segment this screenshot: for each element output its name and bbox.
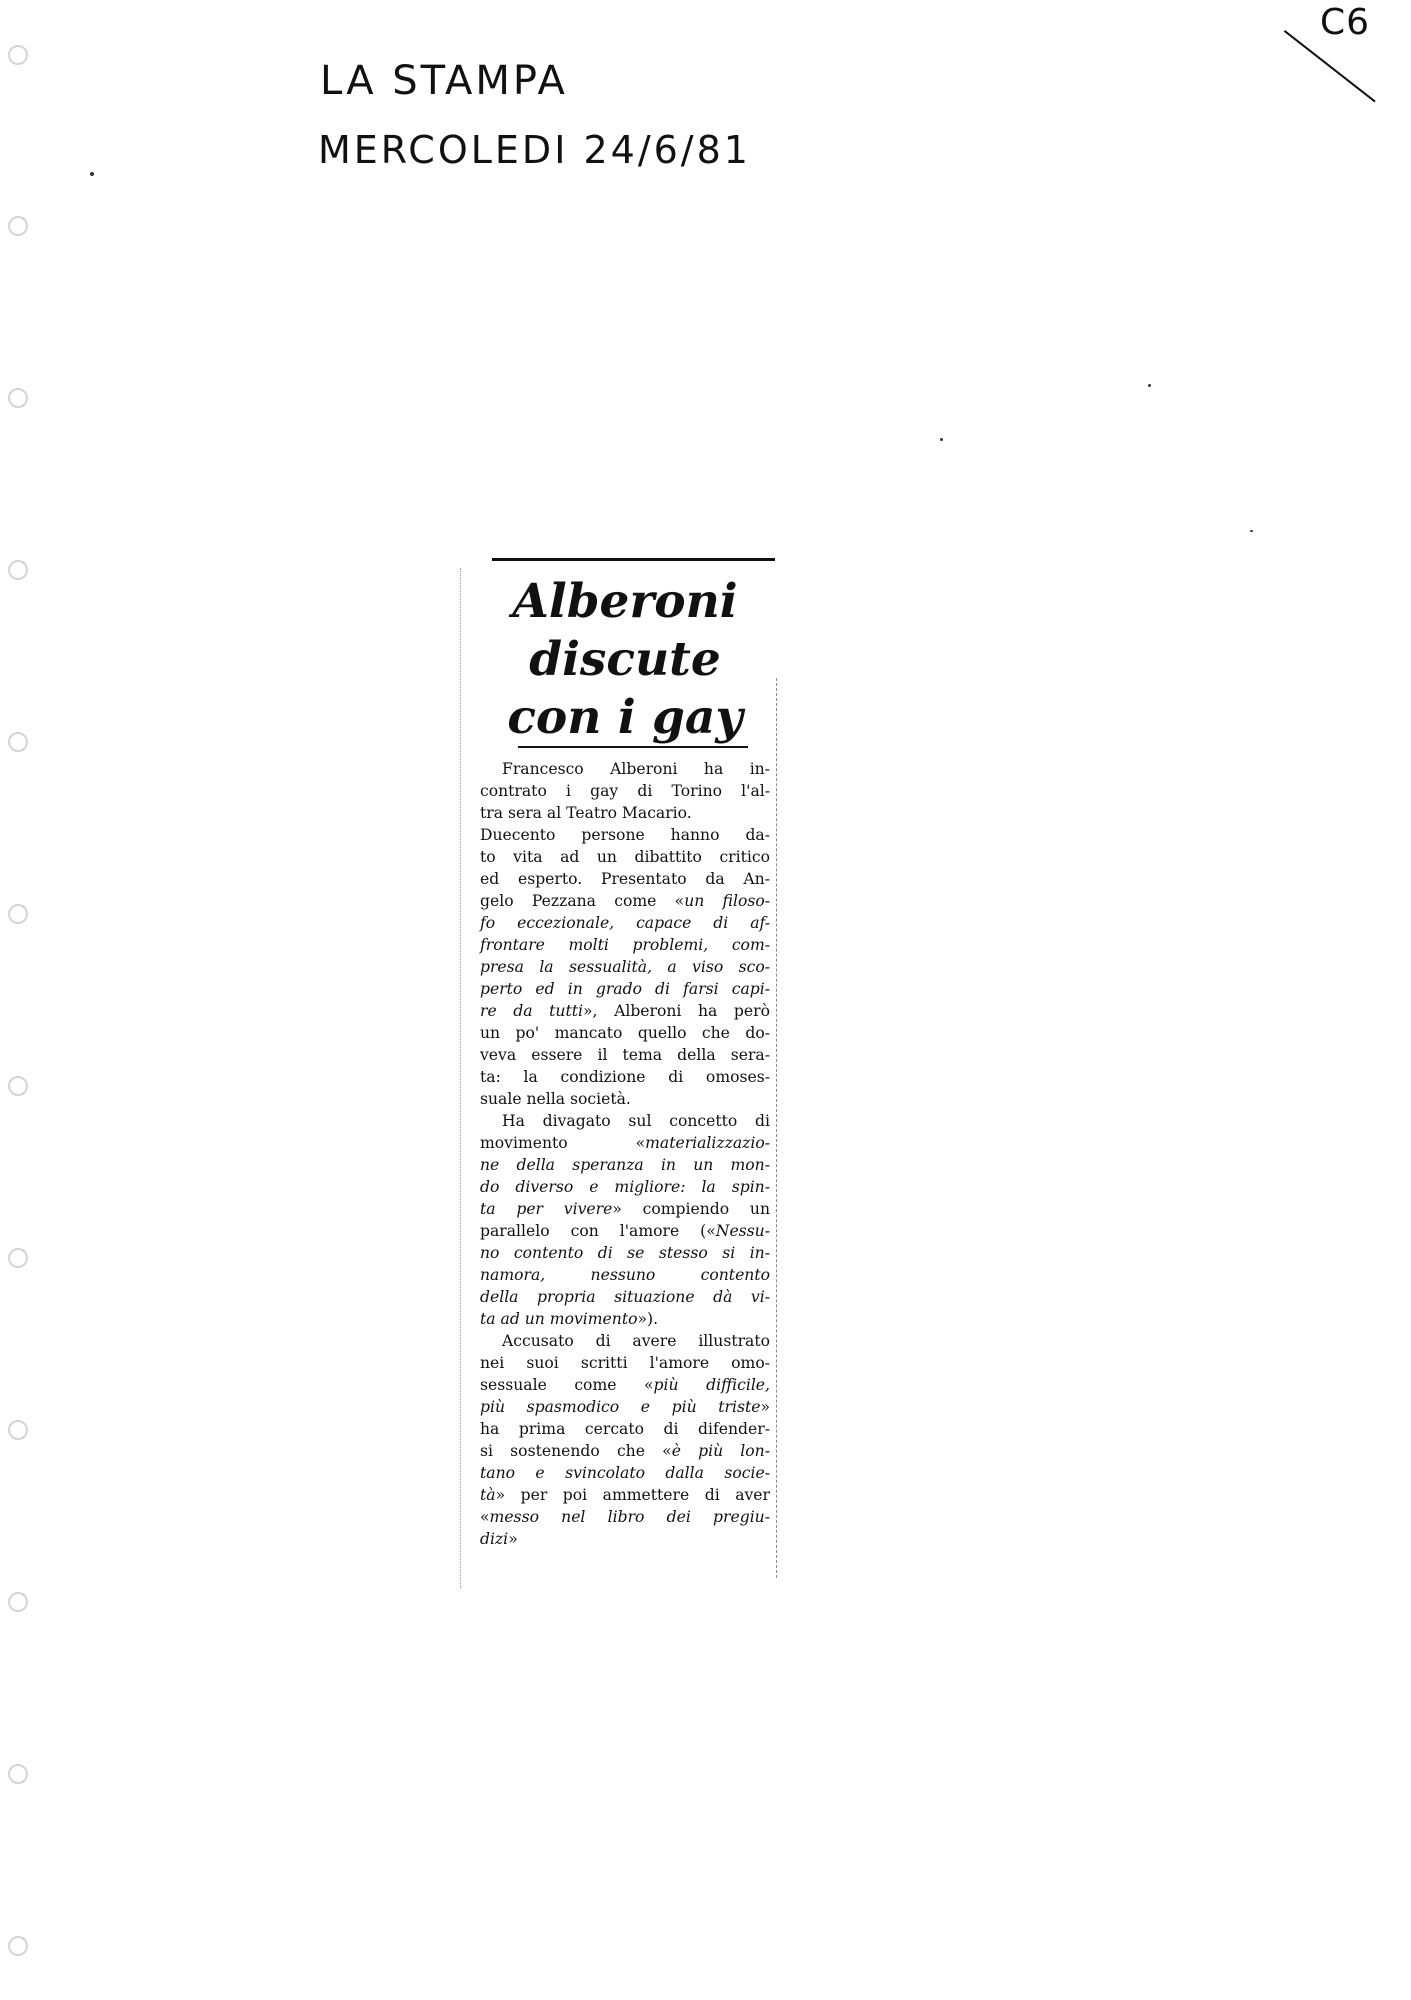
punch-hole (8, 1248, 28, 1268)
article-line (480, 1418, 770, 1440)
article-line (480, 1484, 770, 1506)
article-line (480, 890, 770, 912)
article-line (480, 1066, 770, 1088)
handwritten-date: MERCOLEDI 24/6/81 (318, 128, 751, 172)
article-text: un po' mancato quello che do- (480, 1024, 770, 1042)
headline-line: discute (529, 632, 721, 687)
article-line (480, 1154, 770, 1176)
article-text-italic: è più lon- (671, 1442, 770, 1460)
punch-hole (8, 1420, 28, 1440)
punch-hole (8, 732, 28, 752)
article-line (480, 1462, 770, 1484)
punch-hole (8, 1936, 28, 1956)
article-text-italic: tà (480, 1486, 496, 1504)
article-text-italic: re da tutti (480, 1002, 583, 1020)
article-line (480, 758, 770, 780)
punch-hole (8, 560, 28, 580)
speck (90, 172, 94, 176)
article-text: ta: la condizione di omoses- (480, 1068, 770, 1086)
handwritten-code: C6 (1320, 2, 1371, 43)
article-text-italic: ta ad un movimento (480, 1310, 638, 1328)
article-text-italic: della propria situazione dà vi- (480, 1288, 770, 1306)
article-line (480, 956, 770, 978)
article-text: » (760, 1398, 770, 1416)
article-line (480, 1242, 770, 1264)
punch-hole (8, 45, 28, 65)
speck (940, 438, 943, 441)
speck (1148, 384, 1151, 387)
article-text: », Alberoni ha però (582, 1002, 770, 1020)
article-line (480, 1000, 770, 1022)
article-text: sessuale come « (480, 1376, 654, 1394)
article-text: ed esperto. Presentato da An- (480, 870, 770, 888)
article-line (480, 1264, 770, 1286)
headline-underline (518, 746, 748, 748)
article-text-italic: fo eccezionale, capace di af- (480, 914, 770, 932)
punch-hole (8, 1076, 28, 1096)
article-text-italic: no contento di se stesso si in- (480, 1244, 770, 1262)
article-text-italic: più difficile, (653, 1376, 770, 1394)
article-text: gelo Pezzana come « (480, 892, 685, 910)
speck (1250, 530, 1253, 532)
article-text-italic: do diverso e migliore: la spin- (480, 1178, 770, 1196)
article-text: Accusato di avere illustrato (502, 1332, 770, 1350)
article-line (480, 1220, 770, 1242)
article-line (480, 802, 770, 824)
article-line (480, 824, 770, 846)
article-text: parallelo con l'amore (« (480, 1222, 716, 1240)
article-text: nei suoi scritti l'amore omo- (480, 1354, 770, 1372)
article-text: Duecento persone hanno da- (480, 826, 770, 844)
article-line (480, 1088, 770, 1110)
punch-hole (8, 388, 28, 408)
punch-hole (8, 1592, 28, 1612)
article-text: » (508, 1530, 518, 1548)
article-text-italic: frontare molti problemi, com- (480, 936, 770, 954)
punch-hole (8, 904, 28, 924)
article-text-italic: più spasmodico e più triste (480, 1398, 761, 1416)
article-text-italic: messo nel libro dei pregiu- (489, 1508, 770, 1526)
article-text-italic: ne della speranza in un mon- (480, 1156, 770, 1174)
article-line (480, 1198, 770, 1220)
article-text: veva essere il tema della sera- (480, 1046, 770, 1064)
article-text-italic: Nessu- (715, 1222, 770, 1240)
article-line (480, 978, 770, 1000)
punch-hole (8, 216, 28, 236)
article-text-italic: dizi (480, 1530, 509, 1548)
article-text: to vita ad un dibattito critico (480, 848, 770, 866)
article-line (480, 1044, 770, 1066)
article-line (480, 1132, 770, 1154)
article-body (480, 758, 770, 1550)
article-line (480, 1528, 770, 1550)
article-line (480, 1374, 770, 1396)
article-line (480, 780, 770, 802)
article-text: Francesco Alberoni ha in- (502, 760, 770, 778)
headline-line: Alberoni (512, 574, 738, 629)
headline-rule (492, 558, 775, 561)
article-text: « (480, 1508, 490, 1526)
article-line (480, 868, 770, 890)
article-line (480, 1022, 770, 1044)
punch-hole (8, 1764, 28, 1784)
article-line (480, 1286, 770, 1308)
article-text-italic: un filoso- (684, 892, 770, 910)
article-line (480, 1396, 770, 1418)
article-text: tra sera al Teatro Macario. (480, 804, 692, 822)
article-line (480, 1308, 770, 1330)
article-text: » compiendo un (612, 1200, 770, 1218)
clipping-left-edge (460, 568, 462, 1588)
article-text-italic: materializzazio- (645, 1134, 770, 1152)
article-line (480, 1506, 770, 1528)
article-text-italic: ta per vivere (480, 1200, 613, 1218)
article-line (480, 1176, 770, 1198)
article-text: Ha divagato sul concetto di (502, 1112, 770, 1130)
article-text-italic: presa la sessualità, a viso sco- (480, 958, 770, 976)
article-text: »). (637, 1310, 659, 1328)
article-line (480, 1110, 770, 1132)
article-text: movimento « (480, 1134, 646, 1152)
article-text-italic: tano e svincolato dalla socie- (480, 1464, 770, 1482)
article-text-italic: perto ed in grado di farsi capi- (480, 980, 770, 998)
article-text: si sostenendo che « (480, 1442, 672, 1460)
clipping-right-edge (776, 678, 778, 1578)
article-text: ha prima cercato di difender- (480, 1420, 770, 1438)
article-line (480, 912, 770, 934)
handwritten-newspaper-name: LA STAMPA (320, 58, 568, 104)
article-text: contrato i gay di Torino l'al- (480, 782, 770, 800)
headline-line: con i gay (507, 690, 743, 745)
article-text: suale nella società. (480, 1090, 631, 1108)
article-line (480, 1440, 770, 1462)
article-line (480, 934, 770, 956)
article-text: » per poi ammettere di aver (495, 1486, 770, 1504)
article-line (480, 1352, 770, 1374)
article-line (480, 846, 770, 868)
article-line (480, 1330, 770, 1352)
article-text-italic: namora, nessuno contento (480, 1266, 770, 1284)
